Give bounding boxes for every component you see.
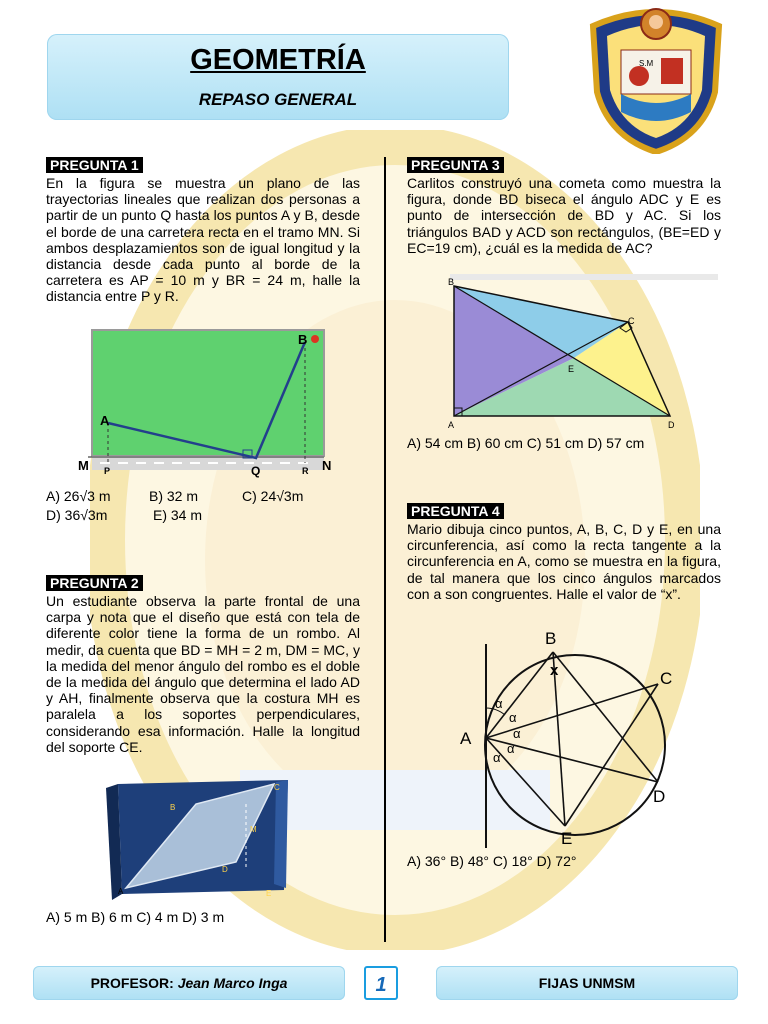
question-4-figure xyxy=(455,620,685,850)
page-subtitle: REPASO GENERAL xyxy=(198,90,358,109)
footer-profesor xyxy=(33,966,345,1000)
svg-text:x: x xyxy=(550,662,559,679)
svg-text:C: C xyxy=(660,669,673,688)
q3-answers: A) 54 cm B) 60 cm C) 51 cm D) 57 cm xyxy=(407,435,645,451)
page-number: 1 xyxy=(364,966,398,1000)
footer-right-label: FIJAS UNMSM xyxy=(436,966,738,1000)
question-4 xyxy=(407,503,721,602)
svg-text:P: P xyxy=(104,466,111,476)
svg-text:C: C xyxy=(628,316,635,326)
svg-text:E: E xyxy=(266,889,272,898)
svg-text:A: A xyxy=(100,413,110,428)
profesor-name: Jean Marco Inga xyxy=(177,975,288,991)
question-3-label: PREGUNTA 3 xyxy=(407,157,504,173)
svg-text:A: A xyxy=(118,887,124,896)
svg-text:α: α xyxy=(509,710,517,725)
question-2-figure xyxy=(98,776,294,902)
svg-text:A: A xyxy=(460,729,472,748)
svg-text:α: α xyxy=(493,750,501,765)
university-seal-logo xyxy=(583,2,729,154)
svg-text:E: E xyxy=(561,829,573,848)
question-3-text: Carlitos construyó una cometa como muestra la figura, donde BD biseca el ángulo ADC y E es punto de intersección de BD y AC. Si los triángulos BAD y ACD son rectángulos, (BE=ED y EC=19 cm), ¿cuál es la medida de AC? xyxy=(407,175,721,256)
question-3-figure xyxy=(444,272,720,432)
svg-text:C: C xyxy=(274,783,280,792)
svg-text:N: N xyxy=(322,458,332,473)
page-title: GEOMETRÍA xyxy=(190,44,366,76)
svg-text:Q: Q xyxy=(251,464,261,478)
svg-text:D: D xyxy=(668,420,675,430)
svg-text:B: B xyxy=(298,332,308,347)
question-1-text: En la figura se muestra un plano de las trayectorias lineales que realizan dos personas a partir de un punto Q hasta los puntos A y B, desde el borde de una carretera recta en el tramo MN. Si ambos desplazamientos son de igual longitud y la distancia desde cada punto al borde de la carretera es AP = 10 m y BR = 24 m, halle la distancia entre P y R. xyxy=(46,175,360,305)
svg-text:B: B xyxy=(170,803,176,812)
question-3 xyxy=(407,157,721,256)
svg-text:M: M xyxy=(250,825,257,834)
question-1-label: PREGUNTA 1 xyxy=(46,157,143,173)
svg-text:D: D xyxy=(222,865,228,874)
svg-text:R: R xyxy=(302,466,309,476)
svg-text:E: E xyxy=(568,364,575,374)
q1-answer-d: D) 36√3m xyxy=(46,507,108,523)
q1-answer-b: B) 32 m xyxy=(149,488,199,504)
q4-answers: A) 36° B) 48° C) 18° D) 72° xyxy=(407,853,577,869)
question-4-text: Mario dibuja cinco puntos, A, B, C, D y E, en una circunferencia, así como la recta tangente a la circunferencia en A, como se muestra en la figura, de tal manera que los cinco ángulos marcados con a son congruentes. Halle el valor de “x”. xyxy=(407,521,721,602)
q1-answer-e: E) 34 m xyxy=(153,507,203,523)
q2-answers: A) 5 m B) 6 m C) 4 m D) 3 m xyxy=(46,909,225,925)
question-1-figure xyxy=(78,328,342,478)
q1-answer-c: C) 24√3m xyxy=(242,488,304,504)
question-2-text: Un estudiante observa la parte frontal de una carpa y nota que el diseño que está con tela de diferente color tiene la forma de un rombo. Al medir, da cuenta que BD = MH = 2 m, DM = MC, y la medida del menor ángulo del rombo es el doble de la medida del ángulo que determina el lado AD y AH, finalmente observa que la costura MH es paralela a los soportes perpendiculares, considerando esa información. Halle la longitud del soporte CE. xyxy=(46,593,360,755)
svg-text:α: α xyxy=(495,696,503,711)
svg-text:S.M: S.M xyxy=(639,59,654,68)
question-2-label: PREGUNTA 2 xyxy=(46,575,143,591)
question-1 xyxy=(46,157,360,305)
column-divider xyxy=(384,157,386,942)
svg-text:α: α xyxy=(507,741,515,756)
svg-text:α: α xyxy=(513,726,521,741)
header-banner xyxy=(47,34,509,120)
svg-text:B: B xyxy=(448,277,455,287)
q1-answer-a: A) 26√3 m xyxy=(46,488,111,504)
question-4-label: PREGUNTA 4 xyxy=(407,503,504,519)
svg-text:D: D xyxy=(653,787,666,806)
svg-text:M: M xyxy=(78,458,89,473)
profesor-label: PROFESOR: xyxy=(90,975,174,991)
svg-text:B: B xyxy=(545,629,557,648)
svg-text:A: A xyxy=(448,420,455,430)
question-2 xyxy=(46,575,360,755)
